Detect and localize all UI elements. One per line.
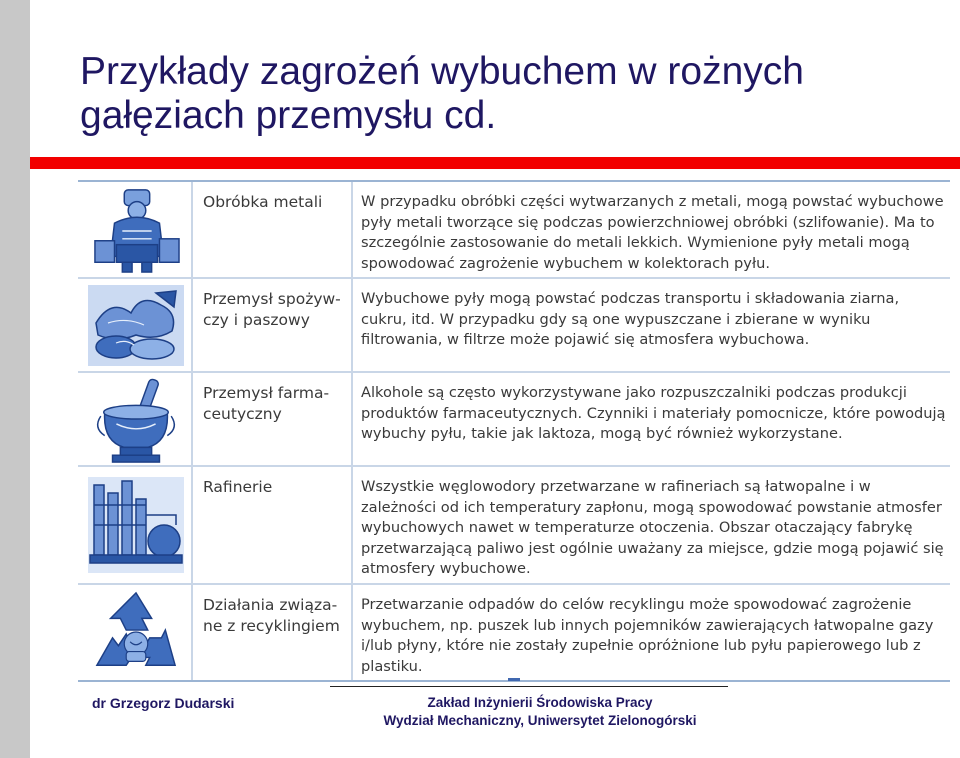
icon-cell — [78, 585, 193, 680]
category-label: Przemysł farma- ceutyczny — [203, 384, 330, 423]
mortar-pestle-icon — [84, 377, 188, 465]
description-text: W przypadku obróbki części wytwarzanych z metali, mogą powstać wybuchowe pyły metali tworzące się podczas powierzchniowej obróbki (szlifowanie). Ma to szczególnie zastosowanie do metali lekkich. Wymienione pyły metali mogą spowodować zagrożenie wybuchem w kolektorach pyłu. — [361, 193, 944, 272]
footer-divider — [330, 686, 728, 687]
category-label: Działania związa- ne z recyklingiem — [203, 596, 340, 635]
category-cell — [193, 279, 353, 371]
slide-title — [80, 50, 940, 138]
description-cell — [353, 585, 950, 680]
category-label: Rafinerie — [203, 478, 273, 496]
recycling-icon — [84, 589, 188, 677]
description-text: Alkohole są często wykorzystywane jako rozpuszczalniki podczas produkcji produktów farmaceutycznych. Czynniki i materiały pomocnicze, które powodują wybuchy pyłu, takie jak laktoza, mogą być również wykorzystane. — [361, 384, 946, 442]
category-label: Obróbka metali — [203, 193, 323, 211]
category-label: Przemysł spożyw- czy i paszowy — [203, 290, 341, 329]
description-text: Wybuchowe pyły mogą powstać podczas transportu i składowania ziarna, cukru, itd. W przypadku gdy są one wypuszczane i zbierane w wyniku filtrowania, w filtrze może pojawić się atmosfera wybuchowa. — [361, 290, 900, 348]
left-side-bar — [0, 0, 30, 758]
metal-worker-icon — [84, 186, 188, 274]
description-cell — [353, 279, 950, 371]
category-cell — [193, 182, 353, 277]
icon-cell — [78, 467, 193, 583]
footer-faculty: Wydział Mechaniczny, Uniwersytet Zielonogórski — [383, 713, 697, 728]
footer-author: dr Grzegorz Dudarski — [92, 695, 235, 711]
icon-cell — [78, 279, 193, 371]
description-text: Przetwarzanie odpadów do celów recyklingu może spowodować zagrożenie wybuchem, np. puszek lub innych pojemników zawierających łatwopalne gazy i/lub płyny, które nie zostały zupełnie opróżnione lub pyłu papierowego lub z plastiku. — [361, 596, 934, 675]
description-text: Wszystkie węglowodory przetwarzane w rafineriach są łatwopalne i w zależności od ich temperatury zapłonu, mogą spowodować powstanie atmosfer wybuchowych nawet w temperaturze otoczenia. Obszar otaczający fabrykę przetwarzającą paliwo jest ogólnie uważany za miejsce, gdzie mogą pojawić się atmosfery wybuchowe. — [361, 478, 944, 577]
footer-department: Zakład Inżynierii Środowiska Pracy — [427, 695, 653, 710]
icon-cell — [78, 373, 193, 465]
decorative-dash — [508, 678, 520, 681]
description-cell — [353, 467, 950, 583]
category-cell — [193, 585, 353, 680]
description-cell — [353, 373, 950, 465]
hazards-table — [78, 180, 950, 680]
table-row — [78, 279, 950, 373]
icon-cell — [78, 182, 193, 277]
table-row — [78, 182, 950, 279]
title-divider — [30, 157, 960, 169]
food-icon — [84, 283, 188, 368]
table-row — [78, 373, 950, 467]
refinery-icon — [84, 475, 188, 575]
slide-title-line-2: gałęziach przemysłu cd. — [80, 94, 497, 137]
slide-title-line-1: Przykłady zagrożeń wybuchem w rożnych — [80, 50, 804, 93]
category-cell — [193, 467, 353, 583]
description-cell — [353, 182, 950, 277]
table-row — [78, 585, 950, 682]
category-cell — [193, 373, 353, 465]
table-row — [78, 467, 950, 585]
footer-affiliation — [340, 694, 740, 730]
